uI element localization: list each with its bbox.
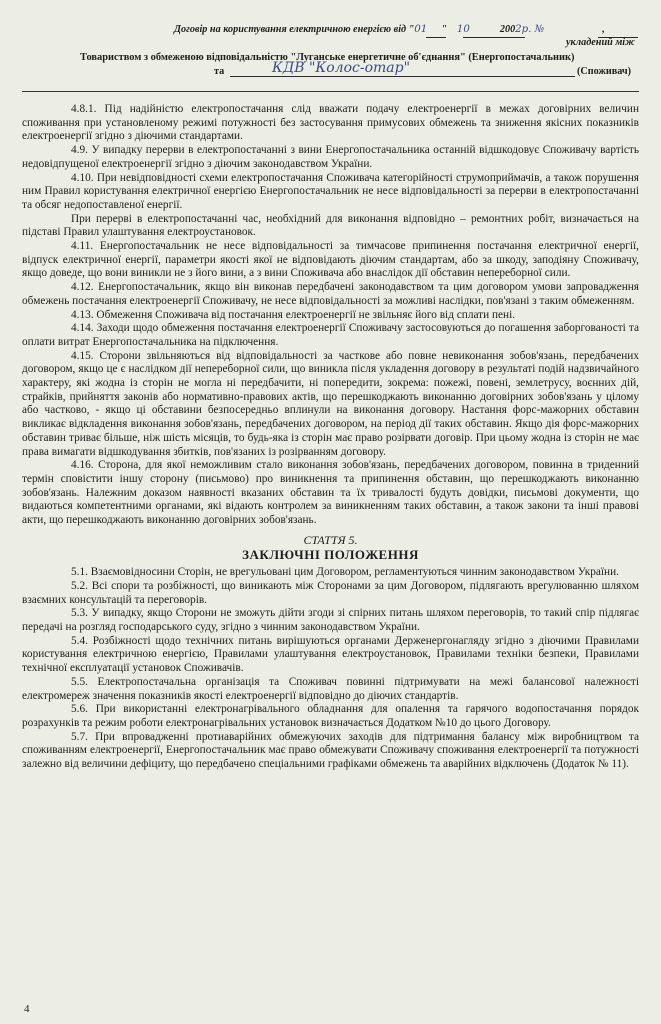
clause-5-2: 5.2. Всі спори та розбіжності, що виникають між Сторонами за цим Договором, підлягають врегулюванню шляхом взаємних консультацій та переговорів.: [22, 579, 639, 606]
quote-mark: ": [441, 24, 447, 35]
clause-4-14: 4.14. Заходи щодо обмеження постачання електроенергії Споживачу застосовуються до погашення заборгованості та оплати витрат Енергопостачальника на підключення.: [22, 322, 639, 348]
article-title: ЗАКЛЮЧНІ ПОЛОЖЕННЯ: [242, 546, 419, 562]
handwritten-day: 01: [414, 24, 428, 35]
day-underline: [426, 37, 446, 38]
clause-4-12: 4.12. Енергопостачальник, якщо він виконав передбачені законодавством та цим договором умови запровадження обмежень постачання електроенергії Споживачу, не несе відповідальності за можливі наслідки, пов'язані з таким обмеженням.: [22, 281, 639, 307]
handwritten-consumer-name: КДВ "Колос-отар": [272, 60, 411, 76]
clause-5-7: 5.7. При впровадженні протиаварійних обмежуючих заходів для підтримання балансу між виробництвом та споживанням електроенергії, Енергопостачальник має право обмежувати Споживачу споживання електроенергії та потужності залежно від величини дефіциту, що передбачено спеціальними графіками обмежень та аварійних відключень (Додаток № 11).: [22, 730, 639, 771]
year-label: 200: [499, 24, 516, 35]
consumer-role: (Споживач): [577, 66, 632, 77]
page-number: 4: [24, 1003, 30, 1015]
clause-5-1: 5.1. Взаємовідносини Сторін, не врегульовані цим Договором, регламентуються чинним законодавством України.: [71, 566, 619, 579]
clause-5-5: 5.5. Електропостачальна організація та Споживач повинні підтримувати на межі балансової належності електромереж значення показників якості електроенергії відповідно до діючих стандартів.: [22, 675, 639, 702]
handwritten-year: 2р. №: [515, 24, 545, 35]
clause-5-3: 5.3. У випадку, якщо Сторони не зможуть дійти згоди зі спірних питань шляхом переговорів, то такий спір підлягає передачі на розгляд господарського суду, згідно з чинним законодавством України.: [22, 607, 639, 634]
month-underline: [463, 37, 525, 38]
clause-4-15: 4.15. Сторони звільняються від відповідальності за часткове або повне невиконання зобов'язань, передбачених договором, якщо це є наслідком дії непереборної сили, що виникла після укладення договору в результаті подій надзвичайного характеру, які жодна із сторін не могла ні передбачити, ні попередити, зокрема: пожежі, повені, землетрусу, воєнних дій, страйків, прийняття законів або нормативно-правових актів, що перешкоджають виконанню договірних зобов'язань у цілому або частково, - якщо ці обставини безпосередньо вплинули на виконання договору. Настання форс-мажорних обставин викликає відкладення виконання зобов'язань, передбачених договором, на період дії таких обставин. Якщо дія форс-мажорних обставин триває більше, ніж шість місяців, то будь-яка із сторін має право розірвати договір. При цьому жодна із сторін не має права вимагати відшкодування збитків, пов'язаних із розірванням договору.: [22, 349, 639, 458]
concluded-between: укладений між: [566, 37, 635, 48]
clause-5-4: 5.4. Розбіжності щодо технічних питань вирішуються органами Держенергонагляду згідно з діючими Правилами користування електричною енергією, Правилами улаштування електроустановок, Правилами техніки безпеки, Правилами технічної експлуатації установок Споживачів.: [22, 634, 639, 675]
consumer-underline: [230, 76, 575, 77]
and-label: та: [214, 66, 225, 77]
handwritten-month: 10: [456, 24, 470, 35]
clause-4-10: 4.10. При невідповідності схеми електропостачання Споживача категорійності струмоприймачів, а також порушення ним Правил користування електричної енергією Енергопостачальник не несе відповідальності за перерви в електропостачанні та обсяг недопоставленої енергії.: [22, 171, 639, 211]
contract-header-line: [174, 24, 605, 35]
clause-4-16: 4.16. Сторона, для якої неможливим стало виконання зобов'язань, передбачених договором, повинна в триденний термін сповістити іншу сторону (письмово) про виникнення та припинення обставин, що перешкоджають виконанню зобов'язань. Належним доказом наявності вказаних обставин та їх тривалості будуть довідки, письмові документи, що видаються компетентними органами, які відають контролем за виникненням таких обставин, а також закони та інші правові акти, що перешкоджають виконанню договірних зобов'язань.: [22, 459, 639, 527]
contract-title: Договір на користування електричною енергією від ": [174, 24, 415, 35]
clause-4-9: 4.9. У випадку перерви в електропостачанні з вини Енергопостачальника останній відшкодовує Споживачу вартість недовідпущеної електроенергії згідно з діючим законодавством України.: [22, 144, 639, 170]
comma: ,: [602, 24, 605, 35]
clause-4-13: 4.13. Обмеження Споживача від постачання електроенергії не звільняє його від сплати пені.: [71, 308, 516, 321]
clause-4-8-1: 4.8.1. Під надійністю електропостачання слід вважати подачу електроенергії в межах договірних величин споживання при установленому режимі потужності без застосування примусових обмежень та зниження якісних показників електроенергії згідно з діючими стандартами.: [22, 103, 639, 143]
supplier-line: Товариством з обмеженою відповідальністю "Луганське енергетичне об'єднання" (Енергопостачальник): [80, 52, 575, 63]
clause-4-11: 4.11. Енергопостачальник не несе відповідальності за тимчасове припинення постачання електричної енергії, відпуск електричної енергії, параметри якості якої не відповідають діючим стандартам, або за шкоду, заподіяну Споживачу, якщо доведе, що вони виникли не з його вини, а з вини Споживача або внаслідок дії обставин непереборної сили.: [22, 240, 639, 280]
document-body: [22, 103, 639, 772]
clause-5-6: 5.6. При використанні електронагрівального обладнання для опалення та гарячого водопостачання порядок розрахунків та режим роботи електронагрівальних установок визначається Додатком №10 до цього Договору.: [22, 703, 639, 729]
header-divider: [22, 91, 639, 92]
clause-4-10-note: При перерві в електропостачанні час, необхідний для виконання відповідно – ремонтних робіт, визначається на підставі Правил улаштування електроустановок.: [22, 212, 639, 239]
article-number: СТАТТЯ 5.: [303, 532, 358, 547]
